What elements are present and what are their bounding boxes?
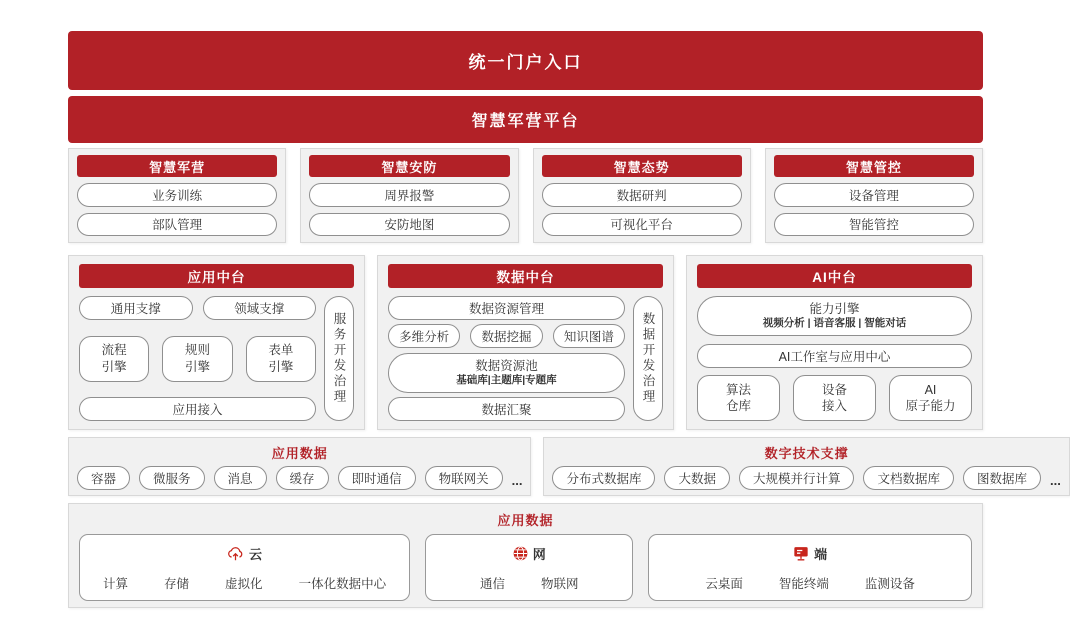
panel-smart-security [300, 148, 518, 243]
panel-smart-security-title: 智慧安防 [309, 155, 509, 177]
infrastructure-title: 应用数据 [497, 513, 554, 528]
app-data-support-title: 应用数据 [271, 446, 328, 461]
ai-platform-main [697, 296, 972, 421]
iot-gateway-pill: 物联网关 [425, 466, 503, 490]
form-engine-block [246, 336, 316, 382]
infra-item: 计算 [103, 576, 129, 591]
digital-tech-support-title: 数字技术支撑 [764, 446, 849, 461]
panel-smart-control-title: 智慧管控 [774, 155, 974, 177]
infra-item: 云桌面 [705, 576, 743, 591]
app-access-pill: 应用接入 [79, 397, 316, 421]
ai-atomic-capability-block [889, 375, 972, 421]
panel-infrastructure [68, 503, 983, 608]
panel-smart-situation-title: 智慧态势 [542, 155, 742, 177]
terminal-group-label: 端 [814, 546, 828, 562]
middle-platforms-row [68, 255, 983, 430]
block-line: 引擎 [184, 359, 210, 374]
algorithm-warehouse-block [697, 375, 780, 421]
parallel-computing-pill: 大规模并行计算 [739, 466, 855, 490]
resource-pool-title: 数据资源池 [475, 358, 538, 373]
panel-digital-tech-support [543, 437, 1069, 496]
diagram-content [68, 31, 1061, 608]
block-line: 算法 [725, 382, 751, 397]
infra-item: 物联网 [540, 576, 579, 591]
unified-portal-banner [68, 31, 983, 90]
engine-block-row [79, 336, 316, 382]
application-platform-body [79, 296, 354, 421]
infra-item: 一体化数据中心 [298, 576, 387, 591]
cloud-group-box [79, 534, 410, 601]
smart-situation-item: 数据研判 [542, 183, 742, 207]
ai-platform-title: AI中台 [697, 264, 972, 288]
device-access-block [793, 375, 876, 421]
block-line: 流程 [101, 343, 127, 358]
network-group-items [436, 574, 622, 592]
instant-messaging-pill: 即时通信 [338, 466, 416, 490]
terminal-group-items [659, 574, 961, 592]
monitor-icon [793, 546, 809, 561]
big-data-pill: 大数据 [664, 466, 730, 490]
support-sections-row [68, 437, 1061, 496]
panel-data-platform [377, 255, 674, 430]
capability-engine-title: 能力引擎 [809, 302, 860, 317]
data-platform-title: 数据中台 [388, 264, 663, 288]
block-line: 设备 [821, 382, 847, 397]
app-data-pills [77, 466, 522, 490]
ai-studio-pill: AI工作室与应用中心 [697, 344, 972, 368]
block-line: 仓库 [725, 399, 751, 413]
block-line: AI [924, 382, 937, 397]
support-pill-row [79, 296, 316, 320]
application-platform-main [79, 296, 316, 421]
infra-item: 通信 [479, 576, 505, 591]
unified-portal-label: 统一门户入口 [468, 53, 583, 72]
infra-item: 智能终端 [778, 576, 829, 591]
ai-platform-body [697, 296, 972, 421]
general-support-pill: 通用支撑 [79, 296, 193, 320]
globe-icon [513, 546, 528, 561]
data-platform-main [388, 296, 625, 421]
container-pill: 容器 [77, 466, 130, 490]
smart-security-item: 周界报警 [309, 183, 509, 207]
smart-situation-item: 可视化平台 [542, 213, 742, 237]
distributed-db-pill: 分布式数据库 [552, 466, 655, 490]
data-mining-pill: 数据挖掘 [470, 324, 542, 348]
rule-engine-block [162, 336, 232, 382]
cloud-group-header [90, 544, 399, 563]
infra-item: 存储 [164, 576, 190, 591]
panel-application-platform [68, 255, 365, 430]
smart-control-item: 智能管控 [774, 213, 974, 237]
analysis-pill-row [388, 324, 625, 348]
graph-db-pill: 图数据库 [963, 466, 1041, 490]
panel-smart-camp-title: 智慧军营 [77, 155, 277, 177]
smart-apps-row [68, 148, 983, 243]
block-line: 原子能力 [905, 399, 956, 413]
infra-item: 监测设备 [864, 576, 915, 591]
smart-camp-platform-label: 智慧军营平台 [471, 113, 580, 130]
panel-app-data-support [68, 437, 531, 496]
infra-item: 虚拟化 [225, 576, 263, 591]
digital-tech-pills [552, 466, 1060, 490]
application-platform-title: 应用中台 [79, 264, 354, 288]
knowledge-graph-pill: 知识图谱 [553, 324, 625, 348]
cache-pill: 缓存 [276, 466, 329, 490]
cloud-group-items [90, 574, 399, 592]
capability-engine-subtitle: 视频分析 | 语音客服 | 智能对话 [762, 317, 907, 330]
panel-smart-situation [533, 148, 751, 243]
process-engine-block [79, 336, 149, 382]
capability-engine-pill [697, 296, 972, 336]
block-line: 规则 [184, 343, 210, 358]
smart-camp-item: 部队管理 [77, 213, 277, 237]
panel-smart-control [765, 148, 983, 243]
data-dev-governance-strip: 数据开发治理 [633, 296, 663, 421]
smart-security-item: 安防地图 [309, 213, 509, 237]
network-group-box [425, 534, 633, 601]
service-dev-governance-strip: 服务开发治理 [324, 296, 354, 421]
network-group-header [436, 544, 622, 563]
cloud-upload-icon [227, 546, 244, 561]
message-pill: 消息 [214, 466, 267, 490]
document-db-pill: 文档数据库 [863, 466, 954, 490]
panel-ai-platform [686, 255, 983, 430]
terminal-group-box [648, 534, 972, 601]
data-platform-body [388, 296, 663, 421]
network-group-label: 网 [532, 546, 546, 562]
panel-smart-camp [68, 148, 286, 243]
terminal-group-header [659, 544, 961, 563]
infrastructure-groups [79, 534, 972, 601]
data-aggregation-pill: 数据汇聚 [388, 397, 625, 421]
block-line: 引擎 [268, 359, 294, 374]
microservice-pill: 微服务 [139, 466, 205, 490]
domain-support-pill: 领域支撑 [203, 296, 317, 320]
multidim-analysis-pill: 多维分析 [388, 324, 460, 348]
data-resource-mgmt-pill: 数据资源管理 [388, 296, 625, 320]
smart-control-item: 设备管理 [774, 183, 974, 207]
resource-pool-subtitle: 基础库|主题库|专题库 [456, 373, 557, 386]
ai-block-row [697, 375, 972, 421]
data-resource-pool-pill [388, 353, 625, 393]
block-line: 表单 [268, 343, 294, 358]
smart-camp-item: 业务训练 [77, 183, 277, 207]
smart-camp-platform-banner [68, 96, 983, 143]
cloud-group-label: 云 [249, 546, 263, 562]
block-line: 接入 [821, 399, 847, 413]
more-ellipsis: ... [511, 473, 523, 488]
more-ellipsis: ... [1050, 473, 1061, 488]
block-line: 引擎 [101, 359, 127, 374]
